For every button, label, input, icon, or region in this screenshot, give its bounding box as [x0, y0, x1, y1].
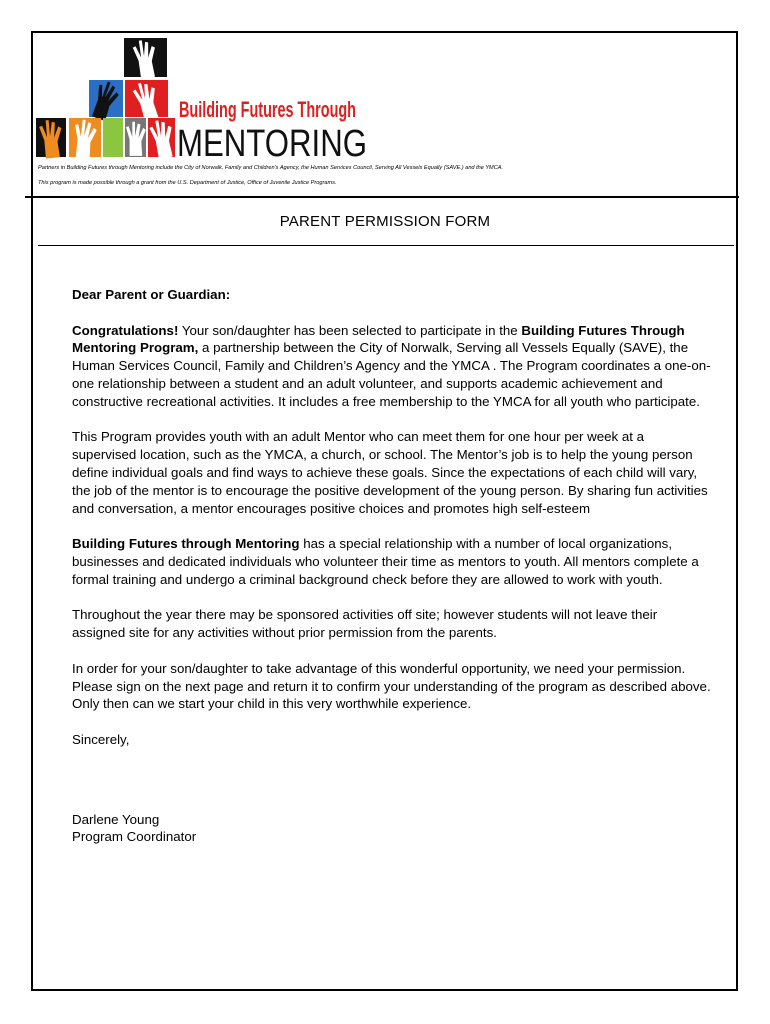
logo-line1: Building Futures Through	[179, 97, 356, 122]
title-divider	[38, 245, 734, 246]
paragraph-2: This Program provides youth with an adult Mentor who can meet them for one hour per week at a supervised location, such as the YMCA, a church, or school. The Mentor’s job is to help the young person define individual goals and find ways to achieve these goals. Since the expectations of each child will vary, the job of the mentor is to encourage the positive development of the young person. By sharing fun activities and conversation, a mentor encourages positive choices and promotes high self-esteem	[72, 429, 708, 516]
closing: Sincerely,	[72, 731, 130, 747]
congrats-lead: Congratulations!	[72, 322, 179, 338]
form-title: PARENT PERMISSION FORM	[279, 213, 491, 230]
logo-square-green	[103, 118, 123, 157]
signer-name: Darlene Young	[72, 811, 160, 827]
header-divider	[25, 196, 739, 198]
paragraph-5: In order for your son/daughter to take advantage of this wonderful opportunity, we need your permission. Please sign on the next page and return it to confirm your understanding of the program as described above. Only then can we start your child in this very worthwhile experience.	[72, 660, 711, 712]
program-name: Building Futures Through Mentoring Program,	[72, 322, 685, 356]
program-name-bold: Building Futures through Mentoring	[72, 536, 300, 552]
paragraph-4: Throughout the year there may be sponsored activities off site; however students will not leave their assigned site for any activities without prior permission from the parents.	[72, 607, 658, 641]
signer-title: Program Coordinator	[72, 829, 197, 845]
partners-note: Partners in Building Futures through Mentoring include the City of Norwalk, Family and Children's Agency, the Human Services Council, Serving All Vessels Equally (SAVE.) and the YMCA.	[38, 165, 504, 171]
program-logo	[36, 38, 371, 165]
logo-line2: MENTORING	[177, 123, 367, 165]
paragraph-1: Congratulations! Your son/daughter has been selected to participate in the Building Futures Through Mentoring Program, a partnership between the City of Norwalk, Serving all Vessels Equally (SAVE), the Human Services Council, Family and Children’s Agency and the YMCA . The Program coordinates a one-on-one relationship between a student and an adult volunteer, and supports academic achievement and constructive recreational activities. It includes a free membership to the YMCA for all youth who participate.	[72, 322, 711, 409]
grant-note: This program is made possible through a grant from the U.S. Department of Justice, Office of Juvenile Justice Programs.	[38, 180, 337, 186]
paragraph-3: Building Futures through Mentoring has a special relationship with a number of local organizations, businesses and dedicated individuals who volunteer their time as mentors to youth. All mentors complete a formal training and undergo a criminal background check before they are allowed to work with youth.	[72, 536, 699, 587]
letter-body	[72, 286, 712, 846]
salutation: Dear Parent or Guardian:	[72, 287, 231, 302]
